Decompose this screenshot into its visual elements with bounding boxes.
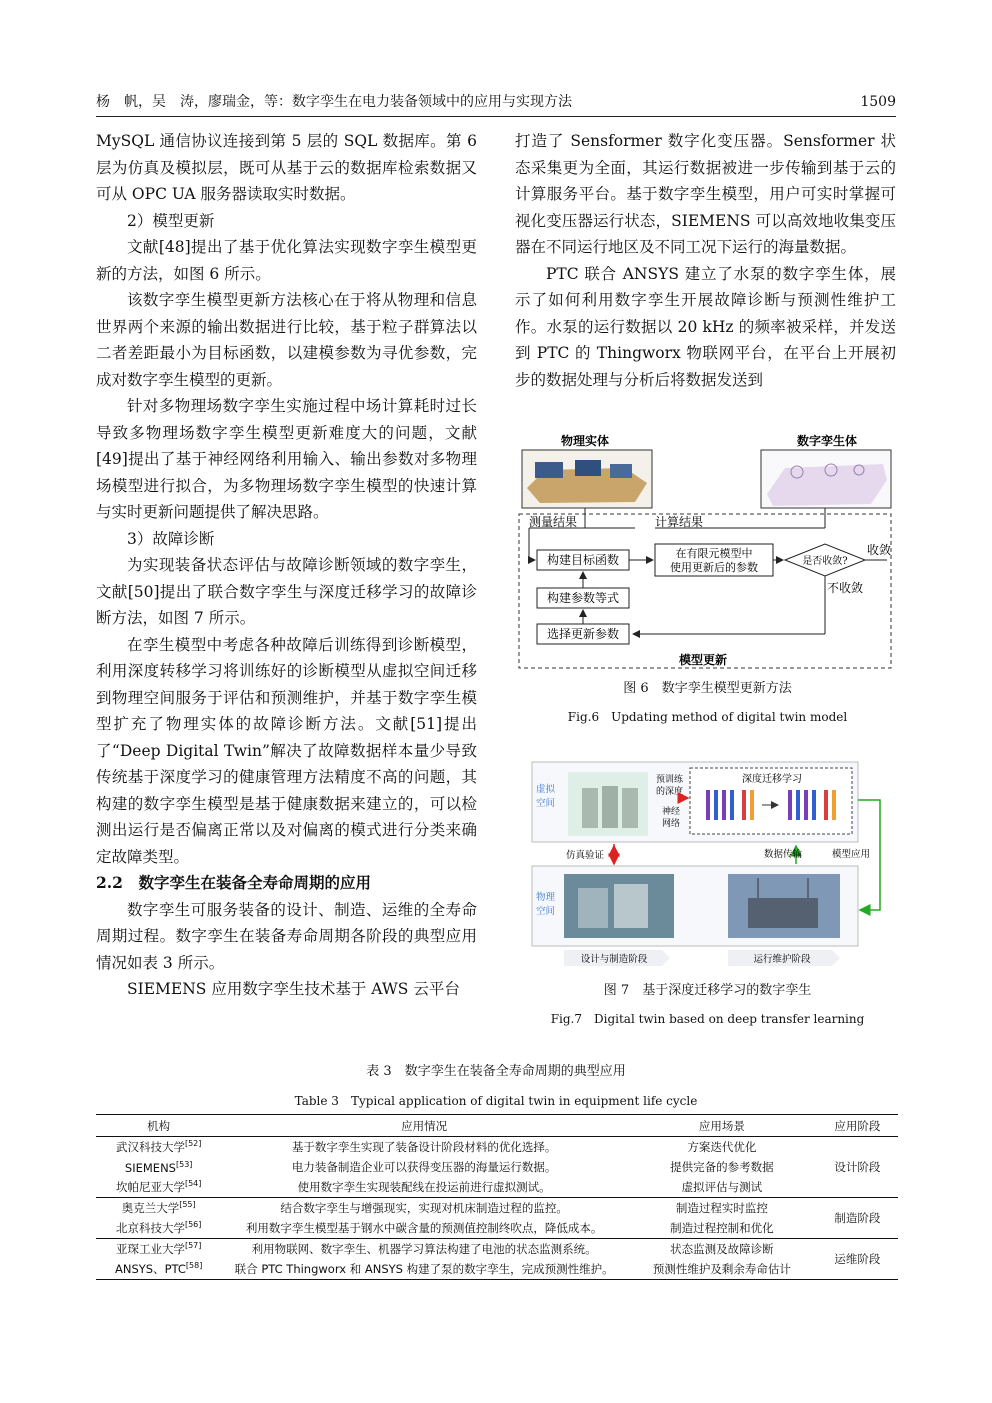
th-stage: 应用阶段: [817, 1115, 898, 1137]
cell-app: 结合数字孪生与增强现实，实现对机床制造过程的监控。: [280, 1201, 568, 1215]
table3-caption-cn: 表 3 数字孪生在装备全寿命周期的典型应用: [366, 1064, 626, 1079]
fig6-physical-label: 物理实体: [560, 434, 610, 448]
svg-text:网络: 网络: [662, 819, 681, 829]
ops-stage-label: 运行维护阶段: [753, 954, 811, 965]
design-stage-label: 设计与制造阶段: [580, 954, 648, 965]
right-column: [515, 128, 896, 393]
cell-scene: 状态监测及故障诊断: [670, 1242, 774, 1256]
cell-app: 基于数字孪生实现了装备设计阶段材料的优化选择。: [291, 1140, 557, 1154]
org-ref: [58]: [185, 1261, 203, 1271]
org-ref: [57]: [184, 1241, 202, 1251]
org-name: SIEMENS: [124, 1160, 176, 1175]
org-ref: [55]: [179, 1200, 196, 1210]
cell-org: [96, 1218, 221, 1239]
cell-scene: 提供完备的参考数据: [670, 1160, 774, 1174]
table-3: [96, 1114, 898, 1280]
table-row: [96, 1218, 898, 1239]
svg-text:预训练: 预训练: [656, 775, 684, 785]
cell-app: 利用物联网、数字孪生、机器学习算法构建了电池的状态监测系统。: [251, 1242, 597, 1256]
paragraph: 文献[48]提出了基于优化算法实现数字孪生模型更新的方法，如图 6 所示。: [96, 238, 477, 283]
model-apply-label: 模型应用: [832, 849, 871, 860]
measure-label: 测量结果: [529, 515, 578, 529]
cell-org: [96, 1239, 221, 1260]
transfer-learning-label: 深度迁移学习: [742, 774, 802, 785]
page-number: 1509: [860, 94, 896, 110]
build-eq-text: 构建参数等式: [546, 591, 620, 605]
cell-scene: 虚拟评估与测试: [627, 1177, 817, 1198]
org-name: 亚琛工业大学: [115, 1242, 185, 1256]
cell-org: [96, 1157, 221, 1177]
paragraph: 针对多物理场数字孪生实施过程中场计算耗时过长导致多物理场数字孪生模型更新难度大的问题，文献[49]提出了基于神经网络利用输入、输出参数对多物理场模型进行拟合，为多物理场数字孪生模型的快速计算与实时更新问题提供了解决思路。: [96, 397, 477, 521]
cell-stage: 运维阶段: [817, 1239, 898, 1280]
svg-text:空间: 空间: [536, 798, 556, 809]
svg-text:物理: 物理: [536, 892, 556, 903]
calc-label: 计算结果: [655, 515, 704, 529]
org-name: 武汉科技大学: [115, 1140, 185, 1154]
table3-caption-en: Table 3 Typical application of digital twin in equipment life cycle: [294, 1094, 698, 1108]
table-row: [96, 1177, 898, 1198]
converge-question: 是否收敛?: [802, 556, 848, 567]
figure-7-diagram: [528, 758, 888, 970]
org-ref: [52]: [184, 1139, 202, 1149]
pump-model-render: [761, 450, 891, 508]
org-ref: [53]: [175, 1159, 193, 1169]
cell-org: [96, 1177, 221, 1198]
paragraph: MySQL 通信协议连接到第 5 层的 SQL 数据库。第 6 层为仿真及模拟层，既可从基于云的数据库检索数据又可从 OPC UA 服务器读取实时数据。: [96, 132, 477, 203]
table-row: [96, 1137, 898, 1158]
factory-photo: [564, 874, 674, 938]
cell-org: [96, 1198, 221, 1219]
fig6-twin-label: 数字孪生体: [796, 434, 858, 448]
cell-stage: 设计阶段: [817, 1137, 898, 1198]
cell-stage: 制造阶段: [817, 1198, 898, 1239]
table-row: [96, 1259, 898, 1280]
svg-text:空间: 空间: [536, 906, 556, 917]
org-ref: [54]: [184, 1179, 202, 1189]
paragraph: 数字孪生可服务装备的设计、制造、运维的全寿命周期过程。数字孪生在装备寿命周期各阶段的典型应用情况如表 3 所示。: [96, 900, 477, 972]
cell-scene: 制造过程实时监控: [675, 1201, 768, 1215]
objective-text: 构建目标函数: [546, 553, 620, 567]
svg-text:的深度: 的深度: [656, 787, 684, 797]
left-column: [96, 128, 477, 1003]
running-header: [96, 92, 896, 117]
cell-app: 使用数字孪生实现装配线在投运前进行虚拟测试。: [221, 1177, 627, 1198]
sim-verify-label: 仿真验证: [566, 850, 605, 861]
org-name: ANSYS、PTC: [115, 1262, 186, 1276]
fig6-caption-cn: 图 6 数字孪生模型更新方法: [623, 681, 792, 696]
paragraph: 该数字孪生模型更新方法核心在于将从物理和信息世界两个来源的输出数据进行比较，基于粒子群算法以二者差距最小为目标函数，以建模参数为寻优参数，完成对数字孪生模型的更新。: [96, 291, 477, 389]
cell-app: 联合 PTC Thingworx 和 ANSYS 构建了泵的数字孪生，完成预测性维护。: [221, 1259, 627, 1280]
fig7-caption-cn: 图 7 基于深度迁移学习的数字孪生: [603, 983, 812, 998]
org-name: 奥克兰大学: [121, 1201, 180, 1215]
table-row: [96, 1239, 898, 1260]
svg-text:神经: 神经: [662, 807, 681, 817]
svg-text:使用更新后的参数: 使用更新后的参数: [670, 561, 758, 574]
paragraph: 为实现装备状态评估与故障诊断领域的数字孪生，文献[50]提出了联合数字孪生与深度迁移学习的故障诊断方法，如图 7 所示。: [96, 556, 477, 627]
cell-app: 利用数字孪生模型基于钢水中碳含量的预测值控制终吹点，降低成本。: [221, 1218, 627, 1239]
svg-text:虚拟: 虚拟: [536, 784, 556, 795]
paragraph: PTC 联合 ANSYS 建立了水泵的数字孪生体，展示了如何利用数字孪生开展故障诊断与预测性维护工作。水泵的运行数据以 20 kHz 的频率被采样，并发送到 PTC 的 Thingworx 物联网平台，在平台上开展初步的数据处理与分析后将数据发送到: [515, 264, 896, 389]
paragraph: 打造了 Sensformer 数字化变压器。Sensformer 状态采集更为全面，其运行数据被进一步传输到基于云的计算服务平台。基于数字孪生模型，用户可实时掌握可视化变压器运行状态，SIEMENS 可以高效地收集变压器在不同运行地区及不同工况下运行的海量数据。: [515, 132, 896, 256]
org-ref: [56]: [184, 1220, 202, 1230]
svg-text:在有限元模型中: 在有限元模型中: [675, 547, 753, 560]
converge-label: 收敛: [867, 543, 892, 557]
org-name: 北京科技大学: [115, 1221, 185, 1235]
paragraph: SIEMENS 应用数字孪生技术基于 AWS 云平台: [127, 980, 460, 998]
cell-org: [96, 1259, 221, 1280]
cell-scene: 方案迭代优化: [687, 1140, 757, 1154]
cell-app: 电力装备制造企业可以获得变压器的海量运行数据。: [291, 1160, 557, 1174]
paragraph: 在孪生模型中考虑各种故障后训练得到诊断模型，利用深度转移学习将训练好的诊断模型从虚拟空间迁移到物理空间服务于评估和预测维护，并基于数字孪生模型扩充了物理实体的故障诊断方法。文献[51]提出了“Deep Digital Twin”解决了故障数据样本量少导致传统基于深度学习的健康管理方法精度不高的问题，其构建的数字孪生模型是基于健康数据来建立的，可以检测出运行是否偏离正常以及对偏离的模式进行分类来确定故障类型。: [96, 635, 477, 866]
table-row: [96, 1198, 898, 1219]
cell-org: [96, 1137, 221, 1158]
substation-photo: [728, 874, 840, 938]
th-app: 应用情况: [221, 1115, 627, 1137]
table-row: [96, 1157, 898, 1177]
section-heading: 2.2 数字孪生在装备全寿命周期的应用: [96, 873, 371, 892]
subsection-heading: 2）模型更新: [127, 211, 215, 230]
th-scene: 应用场景: [627, 1115, 817, 1137]
org-name: 坎帕尼亚大学: [115, 1180, 185, 1194]
fig7-caption-en: Fig.7 Digital twin based on deep transfer learning: [550, 1012, 865, 1026]
not-converge-label: 不收敛: [827, 581, 864, 595]
subsection-heading: 3）故障诊断: [127, 529, 215, 548]
th-org: 机构: [96, 1115, 221, 1137]
fig6-box-label: 模型更新: [678, 653, 728, 667]
fig6-caption-en: Fig.6 Updating method of digital twin model: [567, 710, 848, 724]
select-params-text: 选择更新参数: [546, 627, 620, 641]
transformer-model-render: [568, 772, 648, 836]
figure-6-diagram: [515, 428, 900, 676]
cell-scene: 预测性维护及剩余寿命估计: [627, 1259, 817, 1280]
data-transfer-label: 数据传输: [764, 849, 803, 860]
cell-scene: 制造过程控制和优化: [627, 1218, 817, 1239]
running-title: 杨 帆，吴 涛，廖瑞金，等：数字孪生在电力装备领域中的应用与实现方法: [96, 94, 572, 110]
pump-photo: [522, 450, 652, 508]
